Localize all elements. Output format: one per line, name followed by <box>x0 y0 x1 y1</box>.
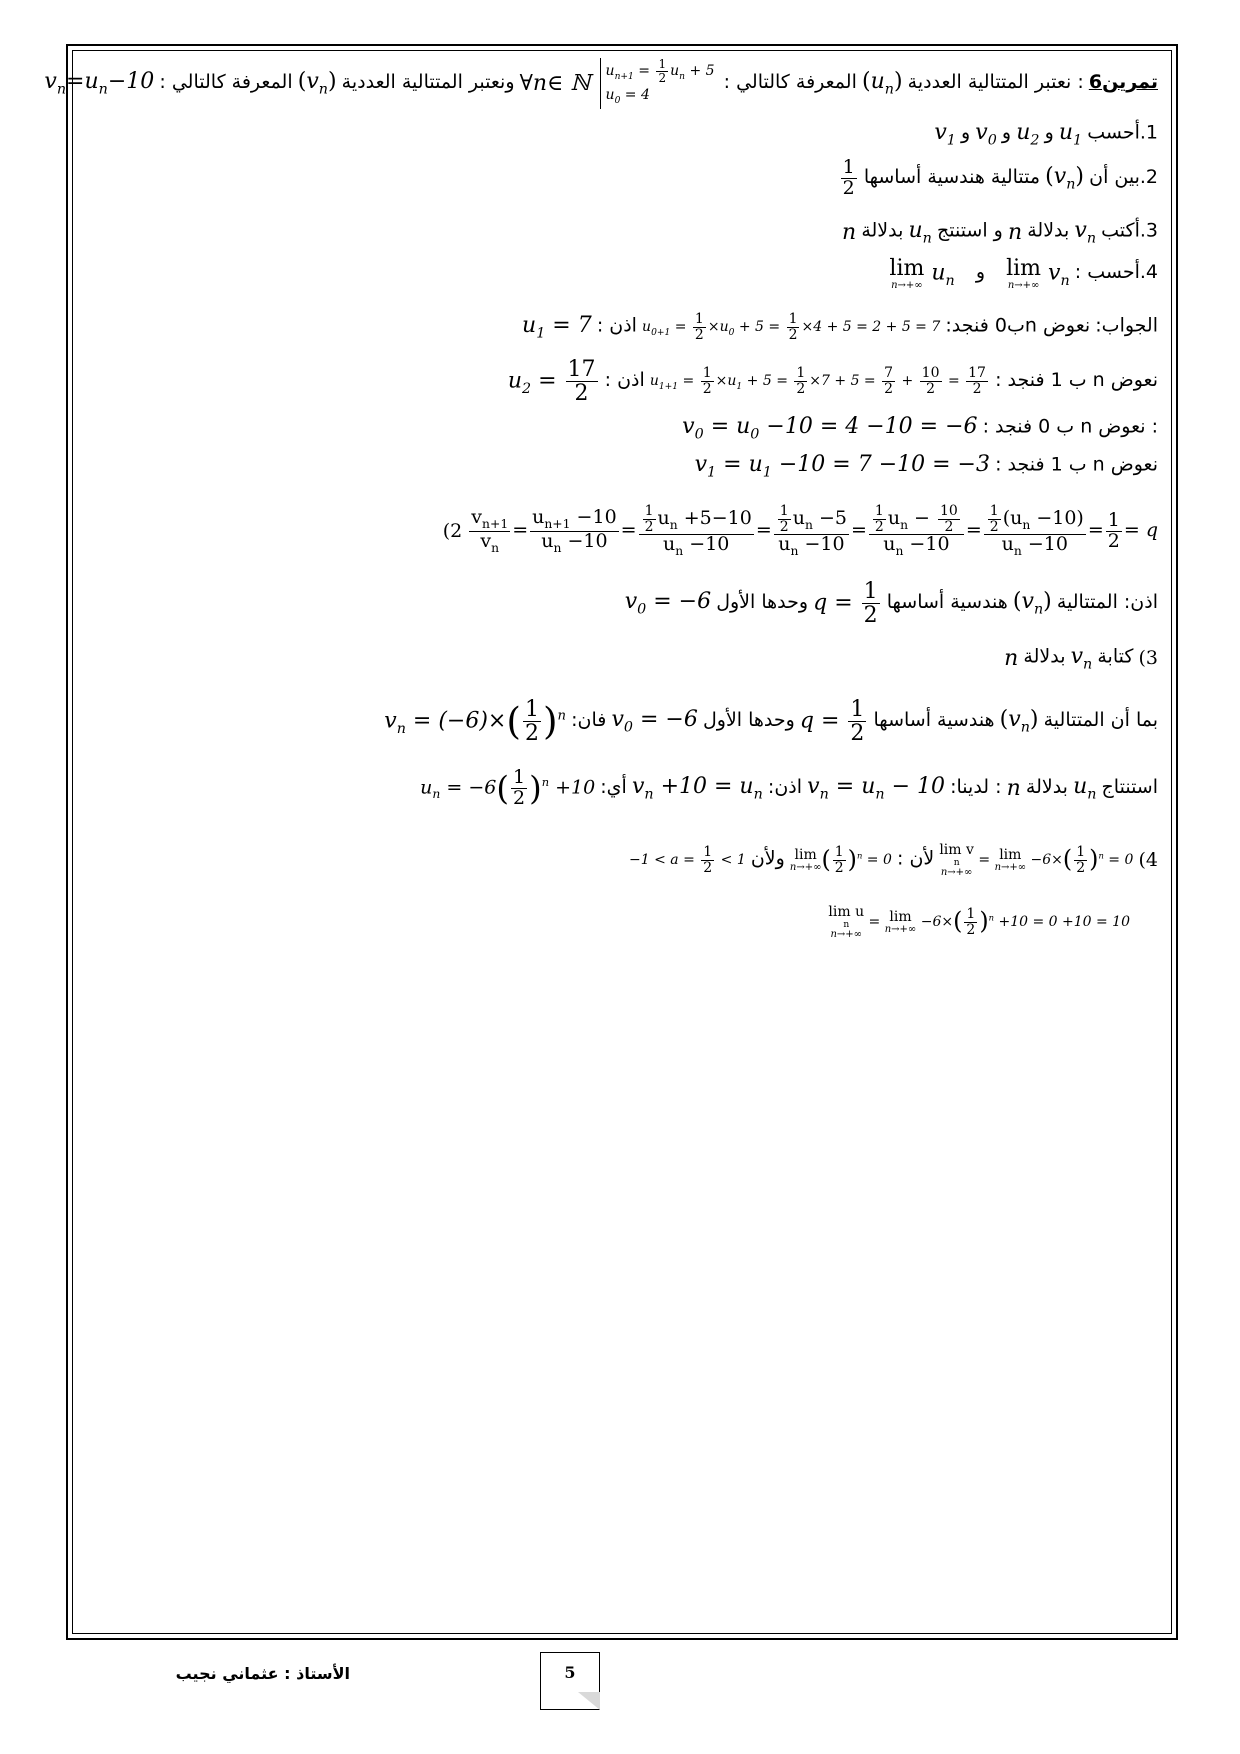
math-un: $u_n$ <box>908 218 932 247</box>
teacher-name: الأستاذ : عثماني نجيب <box>175 1664 350 1683</box>
answer-4-lim-un <box>828 904 1130 940</box>
answer-text: اذن: المتتالية <box>1056 591 1158 614</box>
math-un-expr: $u_n = -6$( $\frac{1}{2}$ )$^n$ +10 <box>420 766 596 809</box>
math-vn: $v_n$ <box>1074 218 1097 247</box>
math-lim-vn: lim n→+∞ $v_n$ <box>1006 256 1070 291</box>
math-v1-calc: $v_1 = u_1 -10 = 7 -10 = -3$ <box>694 452 990 481</box>
answer-2-ratio <box>443 504 1158 558</box>
math-un-eq: $v_n +10 = u_n$ <box>631 774 763 803</box>
answer-4-lim-vn <box>629 842 1158 878</box>
math-terms: $v_0$ <box>975 120 997 149</box>
answer-text: وحدها الأول <box>702 709 795 732</box>
answer-text: كتابة <box>1097 645 1134 668</box>
math-v0-calc: $v_0 = u_0 -10 = 4 -10 = -6$ <box>682 414 978 443</box>
math-lim-un: lim u n n→+∞ = lim n→+∞ −6×( $\frac{1}{2}$ )$^n$ +10 = 0 +10 = 10 <box>828 904 1130 940</box>
math-v0: $v_0 = -6$ <box>624 589 712 618</box>
answer-text: هندسية أساسها <box>873 709 995 732</box>
conj: و <box>975 261 986 283</box>
answer-text: لأن : <box>897 847 935 870</box>
item-number: (3 <box>1138 647 1158 670</box>
math-bound: −1 < a = $\frac{1}{2}$ < 1 <box>629 843 746 876</box>
answer-v1 <box>695 452 1158 480</box>
math-un: $u_n$ <box>1073 774 1097 803</box>
answer-text: بدلالة <box>1025 775 1068 798</box>
question-3 <box>842 218 1158 246</box>
statement-text: المعرفة كالتالي : <box>723 70 857 93</box>
page-number: 5 <box>564 1663 576 1682</box>
math-n: n <box>842 219 857 245</box>
answer-label: الجواب: <box>1095 314 1158 337</box>
conj: و <box>961 121 971 144</box>
statement-text: المعرفة كالتالي : <box>159 70 293 93</box>
answer-text: : لدينا: <box>950 775 1002 798</box>
answer-text: ولأن <box>750 847 785 870</box>
math-u1-result: $u_1 = 7$ <box>522 312 592 342</box>
math-lim-half: lim n→+∞ ( $\frac{1}{2}$ )$^n$ = 0 <box>789 843 892 876</box>
math-forall: ∀n∈ ℕ <box>519 70 591 96</box>
question-4 <box>889 256 1158 291</box>
answer-text: وحدها الأول <box>716 591 809 614</box>
answer-u2 <box>508 358 1158 405</box>
math-n: n <box>1006 775 1021 801</box>
question-1 <box>934 120 1158 148</box>
page-fold-corner <box>578 1692 600 1710</box>
answer-text: هندسية أساسها <box>886 591 1008 614</box>
answer-text: فان: <box>571 709 607 732</box>
question-text: 2.بين أن <box>1089 165 1158 188</box>
question-text: 1.أحسب <box>1087 121 1158 144</box>
statement-text: : نعتبر المتتالية العددية <box>907 70 1084 93</box>
answer-text: اذن: <box>767 775 803 798</box>
item-number: (4 <box>1138 849 1158 871</box>
conj: و <box>1044 121 1054 144</box>
math-terms: $v_1$ <box>934 120 956 149</box>
math-v0: $v_0 = -6$ <box>611 707 698 736</box>
math-vn: $(v_n)$ <box>999 707 1039 736</box>
question-text: بدلالة <box>861 219 904 242</box>
math-half: $\frac{1}{2}$ <box>842 156 855 199</box>
exercise-content <box>44 57 1158 1058</box>
answer-3-heading <box>1004 644 1158 672</box>
answer-text: اذن : <box>604 369 645 392</box>
math-terms: $u_1$ <box>1058 120 1083 149</box>
math-vn-def: $v_n=u_n-10$ <box>44 69 155 98</box>
question-text: و استنتج <box>936 219 1003 242</box>
math-vn-expr: $v_n = (-6)\times$( $\frac{1}{2}$ )$^n$ <box>384 697 567 747</box>
answer-un-formula <box>420 768 1158 809</box>
math-vn-def: $v_n = u_n - 10$ <box>807 774 946 803</box>
conj: و <box>1001 121 1012 144</box>
question-2 <box>839 158 1158 199</box>
math-u1-calc: $u_{0+1}$ = $\frac{1}{2}$ $\times u_0 + 5$ = $\frac{1}{2}$ ×4 + 5 = 2 + 5 = 7 <box>642 311 941 343</box>
math-ratio: $\frac{v_{n+1}}{v_n}$ = $\frac{u_{n+1} -10}{u_n -10}$ = $\frac{1}{2}$ $u_n +5-10$ $u_n -10$ = $\frac{1}{2}$ $u_n -5$ $u_n -10$ = $\frac{1}{2}$ $u_n$ − $\frac{10}{2}$ $u_n -10$ = $\frac{1}{2}$ $(u_n -10)$ $u_n -10$ = $\frac{1}{2}$ = q <box>471 503 1158 559</box>
math-n: n <box>1007 219 1023 245</box>
answer-geometric <box>625 580 1158 627</box>
math-q: q = $\frac{1}{2}$ <box>813 579 878 629</box>
math-u2-result: $u_2$ = $\frac{17}{2}$ <box>507 357 596 407</box>
math-lim-vn: lim v n n→+∞ = lim n→+∞ −6×( $\frac{1}{2}$ )$^n$ = 0 <box>939 842 1134 878</box>
item-number: (2 <box>442 520 463 543</box>
math-u2-calc: $u_{1+1}$ = $\frac{1}{2}$ $\times u_1 + 5$ = $\frac{1}{2}$ ×7 + 5 = $\frac{7}{2}$ + $\frac{10}{2}$ = $\frac{17}{2}$ <box>649 365 986 398</box>
answer-text: : نعوض n ب 0 فنجد : <box>982 415 1158 438</box>
question-text: متتالية هندسية أساسها <box>863 165 1041 188</box>
exercise-statement <box>44 58 1158 109</box>
question-text: 3.أكتب <box>1101 219 1158 242</box>
question-text: بدلالة <box>1027 219 1070 242</box>
question-text: 4.أحسب : <box>1074 261 1158 283</box>
math-terms: $u_2$ <box>1016 120 1040 149</box>
math-lim-un: lim n→+∞ $u_n$ <box>889 256 955 291</box>
math-n: n <box>1004 645 1019 671</box>
math-system: $u_{n+1}$ = $\frac{1}{2}$ $u_n + 5$ $u_0 = 4$ <box>600 58 715 109</box>
statement-text: ونعتبر المتتالية العددية <box>341 70 515 93</box>
answer-text: اذن : <box>596 314 637 337</box>
answer-text: أي: <box>600 775 627 798</box>
answer-text: استنتاج <box>1101 775 1158 798</box>
answer-text: نعوض nب0 فنجد: <box>945 314 1091 337</box>
answer-vn-formula <box>384 698 1158 745</box>
answer-text: نعوض n ب 1 فنجد : <box>995 369 1158 392</box>
math-q: q = $\frac{1}{2}$ <box>799 697 865 747</box>
math-vn: $(v_n)$ <box>297 69 337 98</box>
answer-text: نعوض n ب 1 فنجد : <box>995 453 1158 476</box>
math-vn: $v_n$ <box>1070 644 1093 673</box>
exercise-label: تمرين6 <box>1088 70 1158 93</box>
math-vn: $(v_n)$ <box>1045 164 1085 193</box>
math-un: $(u_n)$ <box>861 69 903 98</box>
answer-v0 <box>682 414 1158 442</box>
answer-u1 <box>522 312 1158 342</box>
answer-text: بدلالة <box>1023 645 1066 668</box>
answer-text: بما أن المتتالية <box>1043 709 1158 732</box>
math-vn: $(v_n)$ <box>1012 589 1052 618</box>
